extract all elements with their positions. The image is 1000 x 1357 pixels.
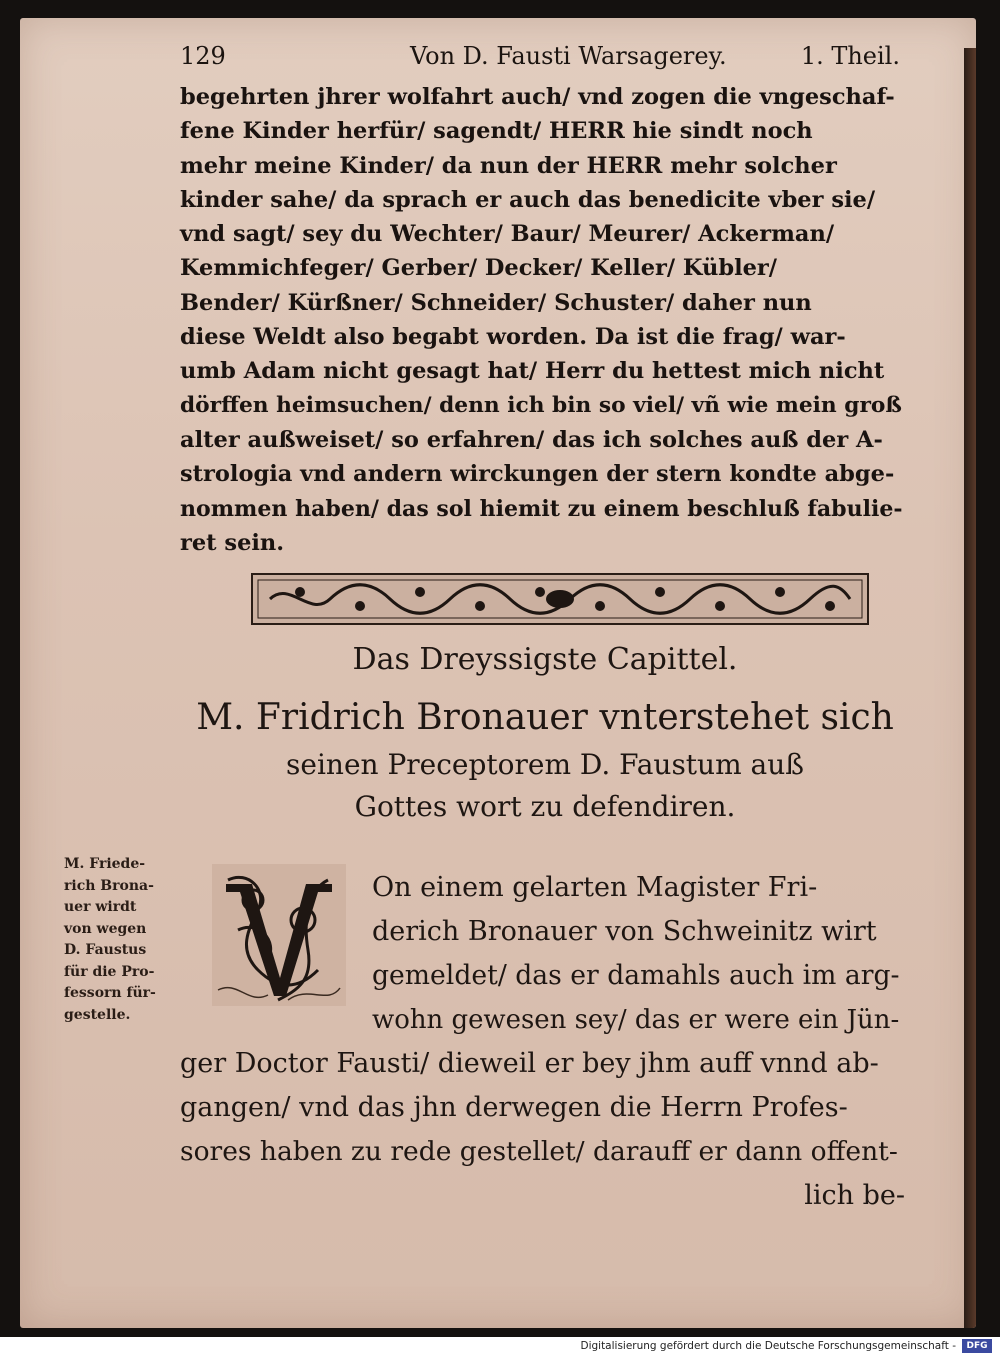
chapter-title: Das Dreyssigste Capittel.	[352, 642, 738, 677]
dfg-logo: DFG	[962, 1339, 992, 1353]
decorative-ornament-band	[250, 570, 870, 628]
running-header	[180, 42, 900, 82]
footer-bar	[0, 1337, 1000, 1357]
paragraph-line: gemeldet/ das er damahls auch im arg-	[372, 960, 900, 991]
paragraph-line: derich Bronauer von Schweinitz wirt	[372, 916, 877, 947]
chapter-heading	[180, 692, 910, 828]
page-number: 129	[180, 42, 226, 70]
heading-line: seinen Preceptorem D. Faustum auß	[286, 748, 804, 781]
part-label: 1. Theil.	[800, 42, 900, 70]
paragraph-line: ger Doctor Fausti/ dieweil er bey jhm auff vnnd ab-	[180, 1048, 879, 1079]
body-line: Kemmichfeger/ Gerber/ Decker/ Keller/ Kübler/	[180, 255, 777, 282]
paragraph-line: On einem gelarten Magister Fri-	[372, 872, 818, 903]
margin-note-line: fessorn für-	[64, 985, 156, 1001]
body-line: kinder sahe/ da sprach er auch das benedicite vber sie/	[180, 186, 876, 213]
margin-note-line: gestelle.	[64, 1006, 131, 1023]
body-line: begehrten jhrer wolfahrt auch/ vnd zogen die vngeschaf-	[180, 84, 895, 110]
body-line: vnd sagt/ sey du Wechter/ Baur/ Meurer/ Ackerman/	[180, 221, 835, 248]
body-line: fene Kinder herfür/ sagendt/ HERR hie sindt noch	[180, 118, 813, 145]
margin-note-line: D. Faustus	[64, 942, 147, 958]
body-line: alter außweiset/ so erfahren/ das ich solches auß der A-	[180, 426, 883, 453]
margin-note-line: von wegen	[64, 920, 147, 937]
paragraph-line: gangen/ vnd das jhn derwegen die Herrn Profes-	[180, 1092, 848, 1123]
body-line: umb Adam nicht gesagt hat/ Herr du hettest mich nicht	[180, 358, 885, 385]
margin-note-line: rich Brona-	[64, 877, 154, 894]
running-title: Von D. Fausti Warsagerey.	[410, 42, 727, 70]
paragraph-line: sores haben zu rede gestellet/ darauff er dann offent-	[180, 1136, 898, 1167]
chapter-paragraph	[180, 866, 905, 1218]
body-paragraph	[180, 80, 910, 560]
margin-note-line: für die Pro-	[64, 963, 155, 980]
paragraph-line: lich be-	[804, 1180, 905, 1211]
heading-line: Gottes wort zu defendiren.	[354, 790, 736, 823]
body-line: mehr meine Kinder/ da nun der HERR mehr solcher	[180, 152, 837, 179]
margin-note-line: uer wirdt	[64, 899, 137, 915]
heading-line: M. Fridrich Bronauer vnterstehet sich	[196, 697, 894, 738]
body-line: ret sein.	[180, 529, 285, 556]
paragraph-line: wohn gewesen sey/ das er were ein Jün-	[372, 1005, 900, 1035]
body-line: strologia vnd andern wirckungen der stern kondte abge-	[180, 461, 895, 488]
body-line: dörffen heimsuchen/ denn ich bin so viel/ vñ wie mein groß	[180, 392, 902, 418]
page-edge	[964, 48, 976, 1328]
margin-note-line: M. Friede-	[64, 856, 146, 872]
funding-credit: Digitalisierung gefördert durch die Deutsche Forschungsgemeinschaft -	[580, 1340, 956, 1352]
body-line: diese Weldt also begabt worden. Da ist die frag/ war-	[180, 324, 846, 351]
body-line: Bender/ Kürßner/ Schneider/ Schuster/ daher nun	[180, 289, 812, 316]
body-line: nommen haben/ das sol hiemit zu einem beschluß fabulie-	[180, 495, 903, 522]
